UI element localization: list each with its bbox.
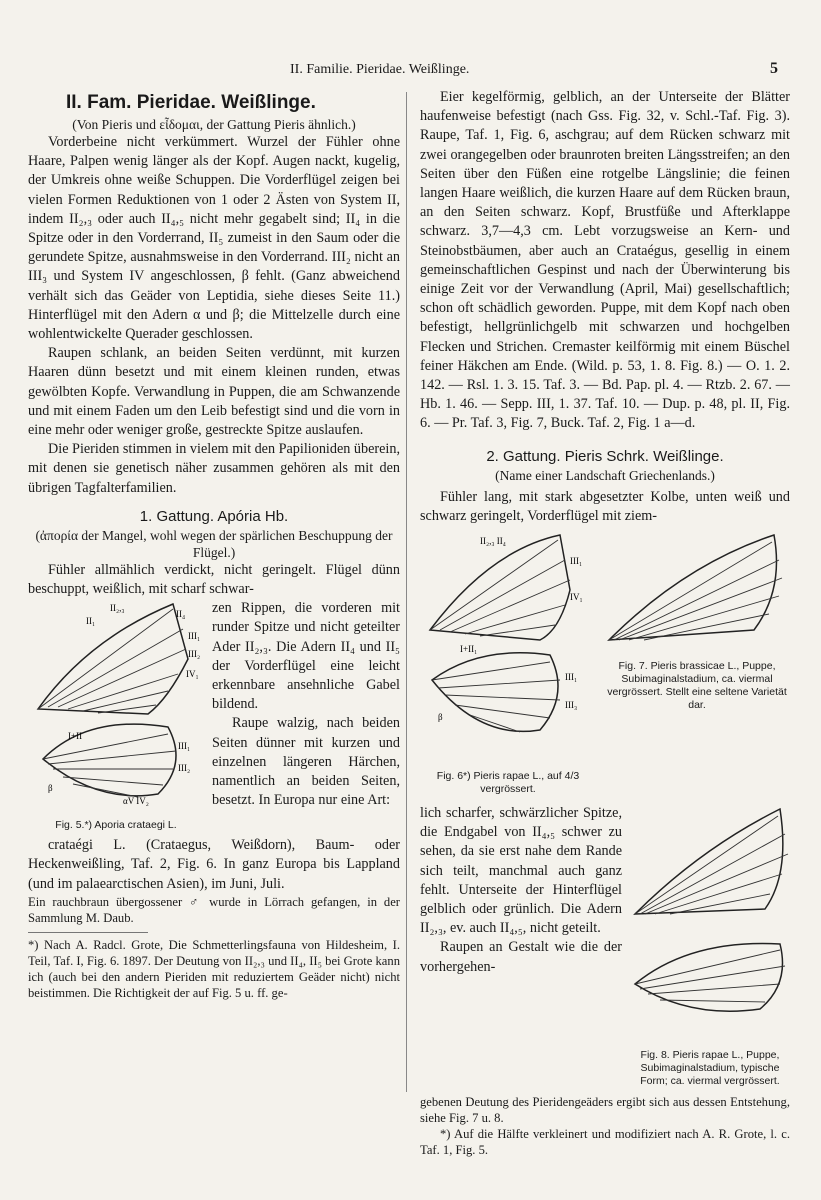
paragraph: Fühler allmählich verdickt, nicht geringelt. Flügel dünn beschuppt, weißlich, mit scharf schwar- — [28, 561, 400, 598]
left-column — [28, 92, 400, 1001]
paragraph: Raupe walzig, nach beiden Seiten dünner mit kurzen und einzelnen längeren Härchen, namentlich an beiden Seiten, besetzt. In Europa nur eine Art: — [212, 715, 400, 809]
svg-text:IV₁: IV₁ — [570, 592, 583, 603]
figure-caption: Fig. 6*) Pieris rapae L., auf 4/3 vergrössert. — [436, 770, 580, 796]
figure-7 — [604, 530, 790, 796]
family-heading: II. Fam. Pieridae. Weißlinge. — [66, 92, 316, 113]
column-divider — [406, 92, 407, 1092]
paragraph: Vorderbeine nicht verkümmert. Wurzel der Fühler ohne Haare, Palpen wenig länger als der Kopf. Augen nackt, kugelig, der Umkreis ohne weiße Schuppen. Die Vorderflügel zeigen bei vielen Formen Reduktionen von 1 oder 2 Ästen von System II, indem II₂,₃ oder auch II₄,₅ nicht mehr gegabelt sind; II₄ in die Spitze oder in den Vorderrand, II₅ zumeist in den Saum oder die gerundete Spitze, ausnahmsweise in den Vorderrand. III₂ nicht an III₃ und System IV angeschlossen, β fehlt. (Ganz abweichend verhält sich das Geäder von Leptidia, siehe dieses Seite 11.) Hinterflügel mit den Adern α und β; die Mittelzelle durch eine wohlentwickelte Querader geschlossen. — [28, 134, 400, 343]
footnote-continuation: gebenen Deutung des Pieridengeäders ergibt sich aus dessen Entstehung, siehe Fig. 7 u. 8. — [420, 1095, 790, 1126]
svg-text:III₁: III₁ — [565, 672, 578, 683]
svg-text:II₄: II₄ — [176, 609, 186, 620]
svg-text:β: β — [438, 712, 443, 723]
wing-diagram-fig8 — [630, 804, 790, 1044]
svg-text:III₁: III₁ — [178, 741, 191, 752]
figure-caption: Fig. 7. Pieris brassicae L., Puppe, Subimaginalstadium, ca. viermal vergrössert. Stellt eine seltene Varietät dar. — [607, 660, 787, 712]
footnote: *) Auf die Hälfte verkleinert und modifiziert nach A. R. Grote, l. c. Taf. 1, Fig. 5. — [420, 1127, 790, 1158]
svg-text:II₂,₃ II₄: II₂,₃ II₄ — [480, 536, 506, 547]
svg-text:IV₁: IV₁ — [186, 669, 199, 680]
right-column — [420, 88, 790, 1158]
svg-text:I+II: I+II — [68, 731, 83, 742]
genus-etymology: (Name einer Landschaft Griechenlands.) — [495, 467, 715, 483]
species-crataegi: crataégi L. (Crataegus, Weißdorn), Baum- oder Heckenweißling, Taf. 2, Fig. 6. In ganz Europa bis Lappland (und im palaearctischen Asien), im Juni, Juli. — [28, 837, 400, 892]
footnote: *) Nach A. Radcl. Grote, Die Schmetterlingsfauna von Hildesheim, I. Teil, Taf. I, Fig. 6. 1897. Der Deutung von II₂,₃ und II₄, II₅ bei Grote kann ich (auch bei den andern Pieriden mit reduziertem Geäder nicht) nicht beistimmen. Die Richtigkeit der auf Fig. 5 u. ff. ge- — [28, 937, 400, 1000]
page-number: 5 — [770, 60, 778, 77]
svg-text:αV IV₂: αV IV₂ — [123, 796, 149, 807]
genus-heading: 1. Gattung. Apória Hb. — [139, 507, 289, 525]
svg-text:β: β — [48, 783, 53, 794]
paragraph: zen Rippen, die vorderen mit runder Spitze und nicht geteilter Ader II₂,₃. Die Adern II₄ und II₅ der Vorderflügel eine leicht erkennbare ansehnliche Gabel bildend. — [212, 600, 400, 713]
running-title: II. Familie. Pieridae. Weißlinge. — [290, 62, 470, 77]
paragraph: lich scharfer, schwärzlicher Spitze, die Endgabel von II₄,₅ schwer zu sehen, da sie erst nahe dem Rande sich teilt, manchmal auch ganz fehlt. Unterseite der Hinterflügel gelblich oder grünlich. Die Adern II₂,₃, ev. auch II₄,₅, nicht geteilt. — [420, 805, 622, 937]
svg-text:III₂: III₂ — [178, 763, 191, 774]
wing-diagram-fig5 — [28, 599, 204, 814]
svg-text:II₂,₃: II₂,₃ — [110, 603, 125, 614]
paragraph: Fühler lang, mit stark abgesetzter Kolbe, unten weiß und schwarz geringelt, Vorderflügel mit ziem- — [420, 488, 790, 524]
wing-diagram-fig7 — [604, 530, 790, 655]
svg-text:III₃: III₃ — [565, 700, 578, 711]
genus-heading: 2. Gattung. Pieris Schrk. Weißlinge. — [486, 447, 724, 465]
genus-etymology: (ἀπορία der Mangel, wohl wegen der spärlichen Beschuppung der Flügel.) — [35, 527, 393, 560]
figure-5 — [28, 599, 204, 832]
svg-text:III₁: III₁ — [570, 556, 583, 567]
wing-diagram-fig6 — [420, 530, 596, 765]
svg-text:I+II₁: I+II₁ — [460, 644, 478, 655]
paragraph: Eier kegelförmig, gelblich, an der Unterseite der Blätter haufenweise befestigt (nach Gss. Fig. 32, v. Schl.-Taf. Fig. 3). Raupe, Taf. 1, Fig. 6, aschgrau; auf dem Rücken schwarz mit zwei orangegelben oder braunroten breiten Längsstreifen; an den Seiten über den Füßen eine rotgelbe Längslinie; die feinen langen Haare weißlich, die kurzen Haare auf dem Rücken braun, an den Seiten schwarz. Kopf, Brustfüße und Afterklappe schwarz. 3,7—4,3 cm. Lebt vorzugsweise an Kern- und Steinobstbäumen, aber auch an Crataégus, gesellig in einem gemeinschaftlichen Gespinst und nach der Überwinterung bis einige Zeit vor der Verwandlung (April, Mai) gesellschaftlich; schon oft schädlich geworden. Puppe, mit dem Kopf nach oben befestigt, hellgrünlichgelb mit schwarzen und hochgelben Flecken und Strichen. Cremaster keilförmig mit einem Büschel feiner Häkchen am Ende. (Wild. p. 53, 1. 8. Fig. 8.) — O. 1. 2. 142. — Rsl. 1. 3. 15. Taf. 3. — Bd. Pap. pl. 4. — Rtzb. 2. 67. — Hb. 1. 46. — Sepp. III, 1. 37. Taf. 10. — Dup. p. 48, pl. II, Fig. 6. — Pr. Taf. 3, Fig. 7, Buck. Taf. 2, Fig. 1 a—d. — [420, 89, 790, 432]
small-note: Ein rauchbraun übergossener ♂ wurde in Lörrach gefangen, in der Sammlung M. Daub. — [28, 894, 400, 925]
paragraph: Die Pieriden stimmen in vielem mit den Papilioniden überein, mit denen sie genetisch näher zusammen gehören als mit den übrigen Tagfalterfamilien. — [28, 441, 400, 496]
figure-6 — [420, 530, 596, 796]
svg-text:III₂: III₂ — [188, 649, 201, 660]
figure-caption: Fig. 8. Pieris rapae L., Puppe, Subimaginalstadium, typische Form; ca. viermal vergrössert. — [640, 1049, 780, 1088]
paragraph: Raupen schlank, an beiden Seiten verdünnt, mit kurzen Haaren dünn besetzt und mit einem kleinen runden, etwas gewölbten Kopfe. Verwandlung in Puppen, die am Schwanzende und mit einem Faden um den Leib befestigt sind und die vorn in eine mehr oder weniger große, gestreckte Spitze auslaufen. — [28, 345, 400, 439]
vein-label: II₁ — [86, 616, 96, 627]
svg-text:III₁: III₁ — [188, 631, 201, 642]
footnote-rule — [28, 932, 148, 933]
figure-caption: Fig. 5.*) Aporia crataegi L. — [55, 819, 177, 832]
figure-8 — [630, 804, 790, 1088]
family-etymology: (Von Pieris und εἶδομαι, der Gattung Pieris ähnlich.) — [72, 117, 356, 132]
paragraph: Raupen an Gestalt wie die der vorhergehen- — [420, 939, 622, 975]
